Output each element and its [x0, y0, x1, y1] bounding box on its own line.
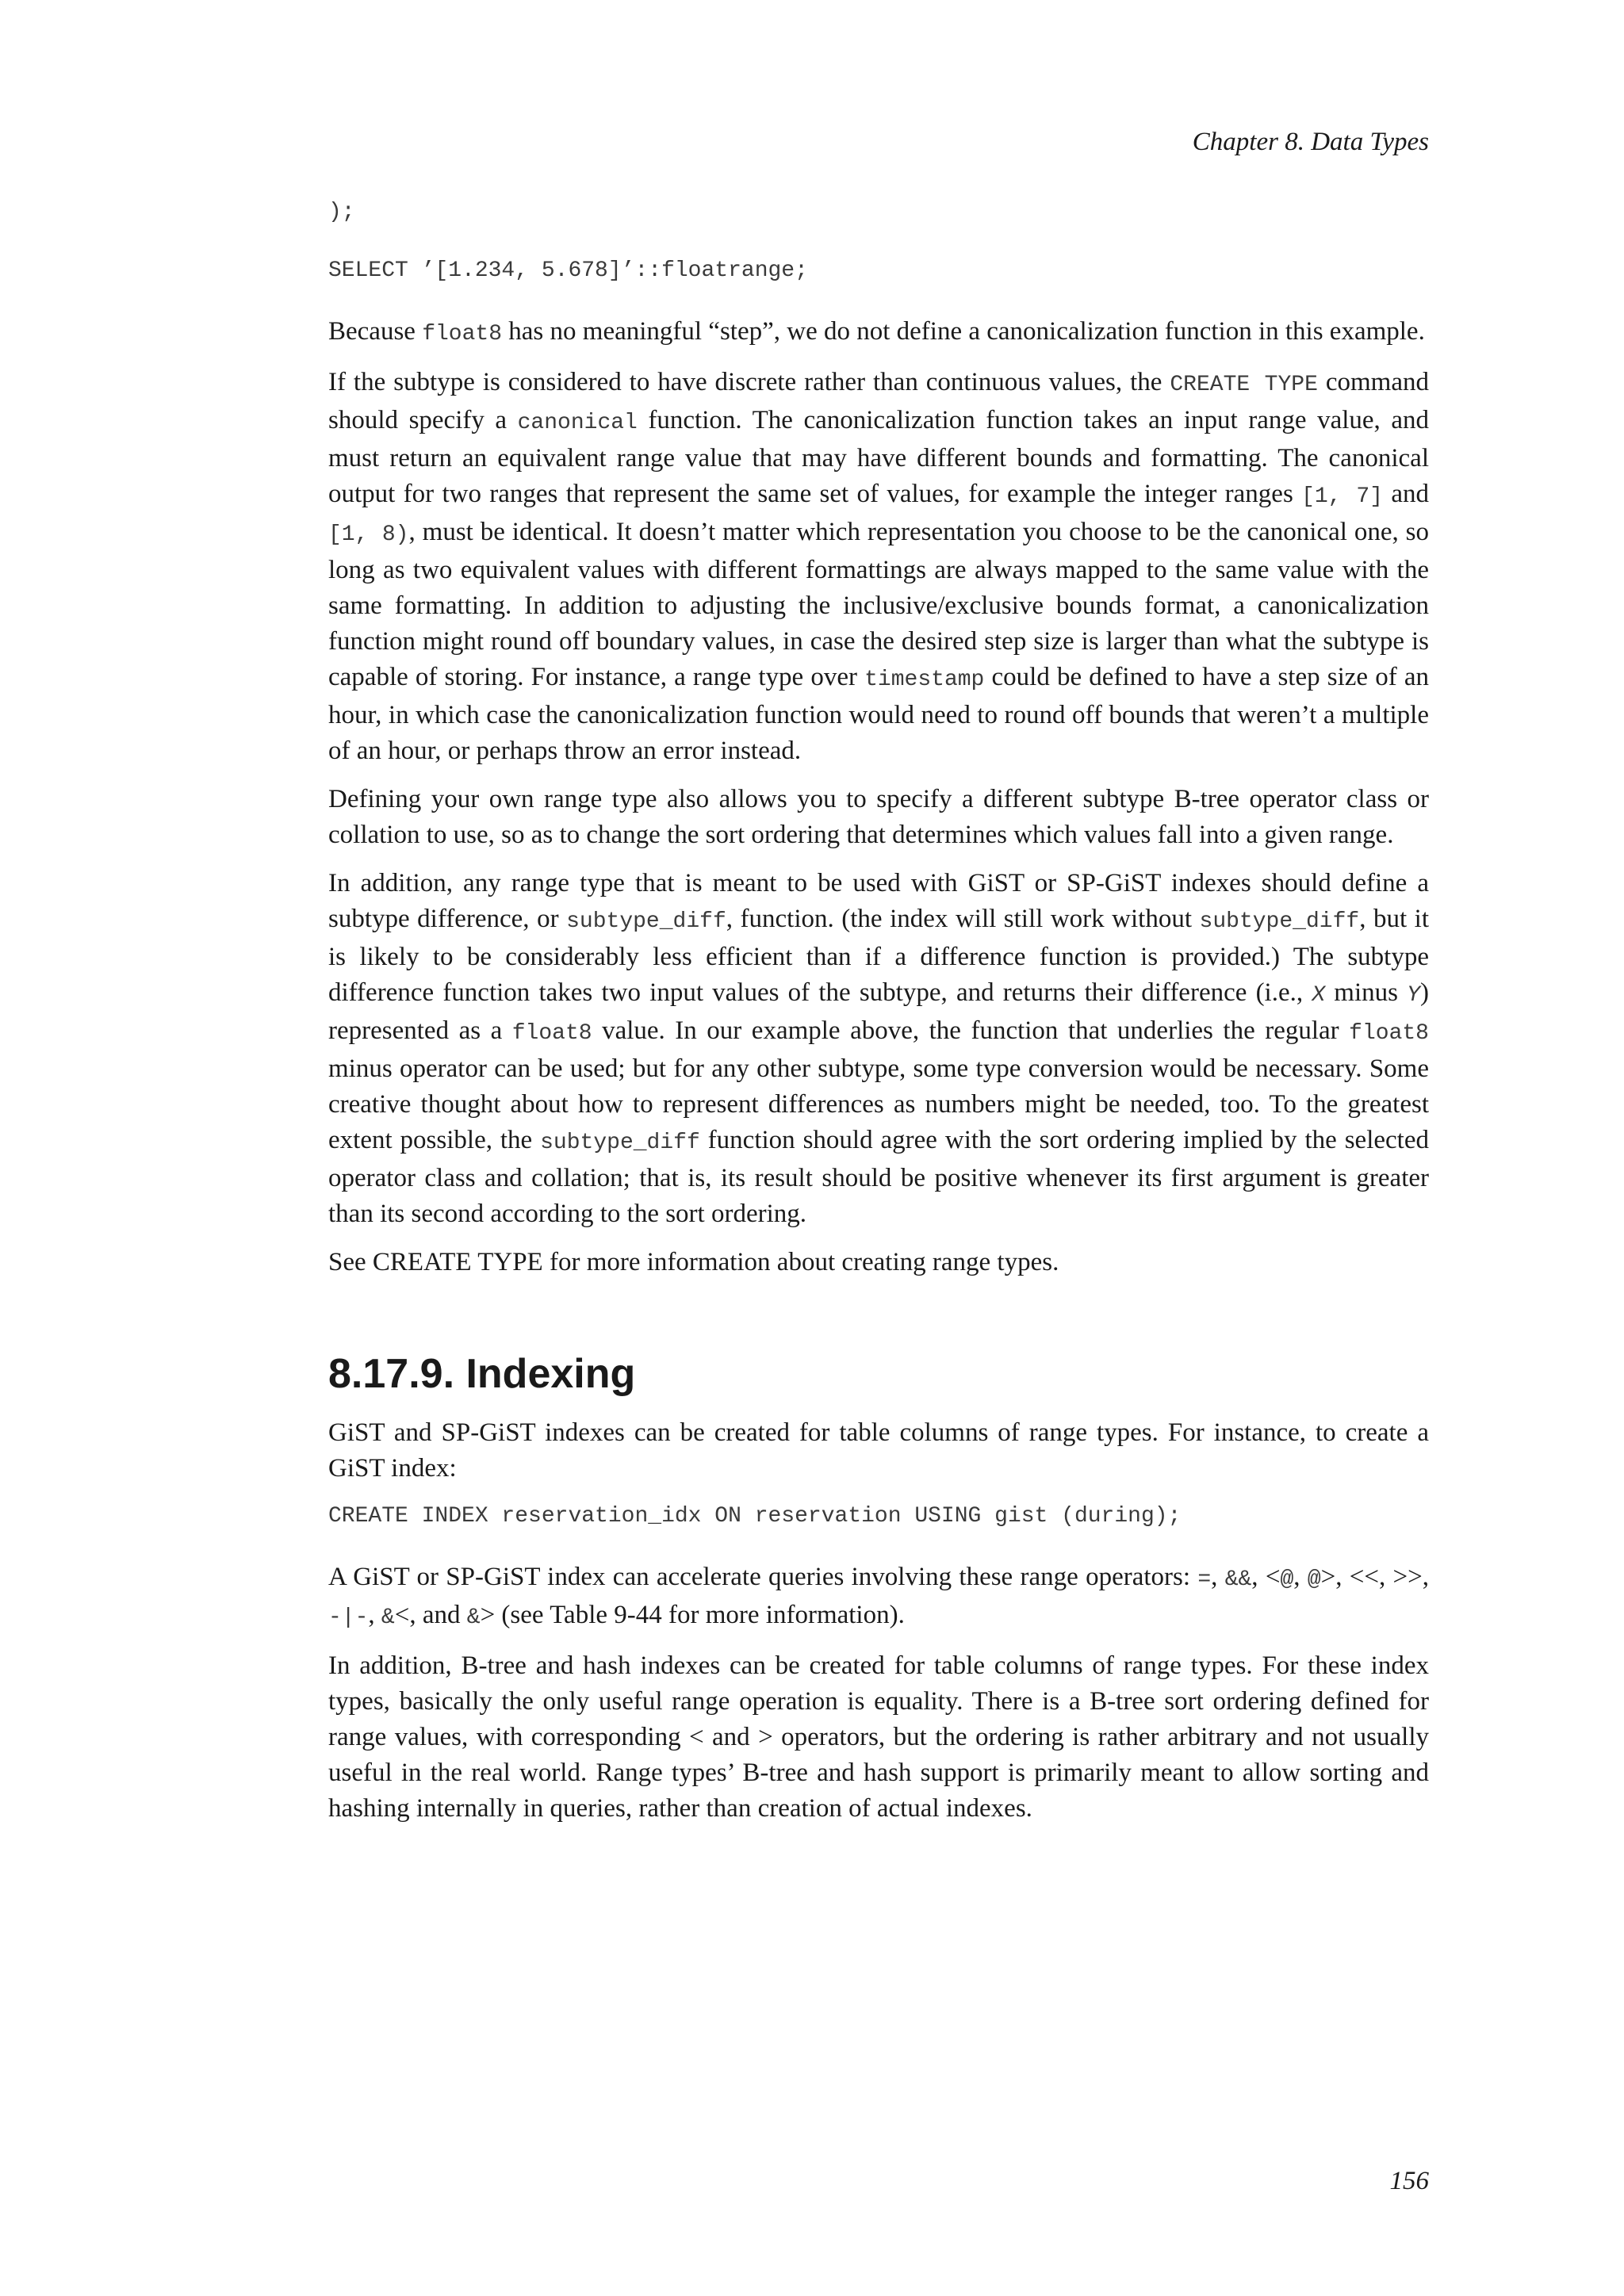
- inline-code: float8: [1349, 1021, 1429, 1046]
- paragraph-btree-operator-class: [328, 782, 1429, 853]
- text: See CREATE TYPE for more information about creating range types.: [328, 1248, 1059, 1276]
- code-block-select: SELECT ’[1.234, 5.678]’::floatrange;: [328, 258, 808, 283]
- inline-code: float8: [511, 1021, 592, 1046]
- text: GiST and SP-GiST indexes can be created for table columns of range types. For instance, to create a GiST index:: [328, 1418, 1429, 1483]
- text: function. The canonicalization function takes an input range value, and must return an equivalent range value that may have different bounds and formatting. The canonical output for two ranges that represent the same set of values, for example the integer ranges: [328, 406, 1429, 508]
- text: ,: [1293, 1563, 1308, 1591]
- code-block-closing: );: [328, 200, 355, 224]
- inline-code: @: [1307, 1567, 1321, 1592]
- inline-code: float8: [422, 322, 503, 346]
- running-header: Chapter 8. Data Types: [1192, 128, 1429, 156]
- paragraph-see-create-type: [328, 1245, 1429, 1280]
- inline-code: CREATE TYPE: [1170, 373, 1318, 397]
- text: minus: [1325, 978, 1408, 1007]
- text: , function. (the index will still work without: [726, 905, 1200, 933]
- inline-code: X: [1312, 983, 1326, 1008]
- inline-code: -|-: [328, 1605, 369, 1630]
- inline-code: timestamp: [864, 668, 985, 692]
- document-page: [328, 0, 1429, 2296]
- inline-code: canonical: [517, 411, 638, 435]
- text: , must be identical. It doesn’t matter which representation you choose to be the canonical one, so long as two equivalent values with different formattings are always mapped to the same value with the same formatting. In addition to adjusting the inclusive/exclusive bounds format, a canonicalization function might round off boundary values, in case the desired step size is larger than what the subtype is capable of storing. For instance, a range type over: [328, 518, 1429, 691]
- paragraph-float8-step: [328, 314, 1429, 352]
- inline-code: =: [1197, 1567, 1212, 1592]
- text: , but it is likely to be considerably less efficient than if a difference function is provided.) The subtype difference function takes two input values of the subtype, and returns their difference (i.e.,: [328, 905, 1429, 1007]
- text: A GiST or SP-GiST index can accelerate queries involving these range operators:: [328, 1563, 1198, 1591]
- page-content: [328, 197, 1429, 1839]
- section-heading: 8.17.9. Indexing: [328, 1351, 636, 1397]
- text: ,: [368, 1601, 381, 1629]
- paragraph-range-operators: [328, 1559, 1429, 1636]
- text: In addition, any range type that is meant to be used with GiST or SP-GiST indexes should define a subtype difference, or: [328, 869, 1429, 933]
- text: Because: [328, 317, 423, 346]
- paragraph-subtype-diff: [328, 866, 1429, 1232]
- text: value. In our example above, the function that underlies the regular: [592, 1016, 1350, 1045]
- inline-code: &&: [1224, 1567, 1252, 1592]
- text: In addition, B-tree and hash indexes can be created for table columns of range types. For these index types, basically the only useful range operation is equality. There is a B-tree sort ordering defined for range values, with corresponding < and > operators, but the ordering is rather arbitrary and not usually useful in the real world. Range types’ B-tree and hash support is primarily meant to allow sorting and hashing internally in queries, rather than creation of actual indexes.: [328, 1651, 1429, 1823]
- inline-code: @: [1280, 1567, 1294, 1592]
- text: has no meaningful “step”, we do not define a canonicalization function in this example.: [502, 317, 1425, 346]
- text: ) represented as a: [328, 978, 1429, 1045]
- inline-code: subtype_diff: [1199, 909, 1360, 934]
- text: could be defined to have a step size of an hour, in which case the canonicalization function would need to round off bounds that weren’t a multiple of an hour, or perhaps throw an error instead.: [328, 663, 1429, 765]
- inline-code: &: [381, 1605, 395, 1630]
- text: ,: [1211, 1563, 1225, 1591]
- text: Defining your own range type also allows you to specify a different subtype B-tree operator class or collation to use, so as to change the sort ordering that determines which values fall into a given range.: [328, 785, 1429, 849]
- paragraph-gist-intro: [328, 1415, 1429, 1487]
- inline-code: subtype_diff: [566, 909, 726, 934]
- paragraph-btree-hash: [328, 1648, 1429, 1827]
- page-number: 156: [1389, 2167, 1429, 2195]
- text: <, and: [394, 1601, 467, 1629]
- inline-code: subtype_diff: [540, 1131, 700, 1155]
- text: function should agree with the sort ordering implied by the selected operator class and collation; that is, its result should be positive whenever its first argument is greater than its second according to the sort ordering.: [328, 1126, 1429, 1228]
- inline-code: &: [466, 1605, 481, 1630]
- text: , <: [1251, 1563, 1281, 1591]
- code-block-create-index: CREATE INDEX reservation_idx ON reservation USING gist (during);: [328, 1504, 1182, 1529]
- inline-code: [1, 8): [328, 522, 409, 547]
- text: >, <<, >>,: [1320, 1563, 1430, 1591]
- paragraph-canonical: [328, 365, 1429, 769]
- text: and: [1383, 480, 1429, 508]
- text: > (see Table 9-44 for more information).: [480, 1601, 905, 1629]
- text: minus operator can be used; but for any other subtype, some type conversion would be necessary. Some creative thought about how to represent differences as numbers might be needed, too. To the greatest extent possible, the: [328, 1054, 1429, 1154]
- inline-code: [1, 7]: [1301, 484, 1384, 509]
- text: command should specify a: [328, 368, 1429, 434]
- text: If the subtype is considered to have discrete rather than continuous values, the: [328, 368, 1170, 396]
- inline-code: Y: [1407, 983, 1420, 1008]
